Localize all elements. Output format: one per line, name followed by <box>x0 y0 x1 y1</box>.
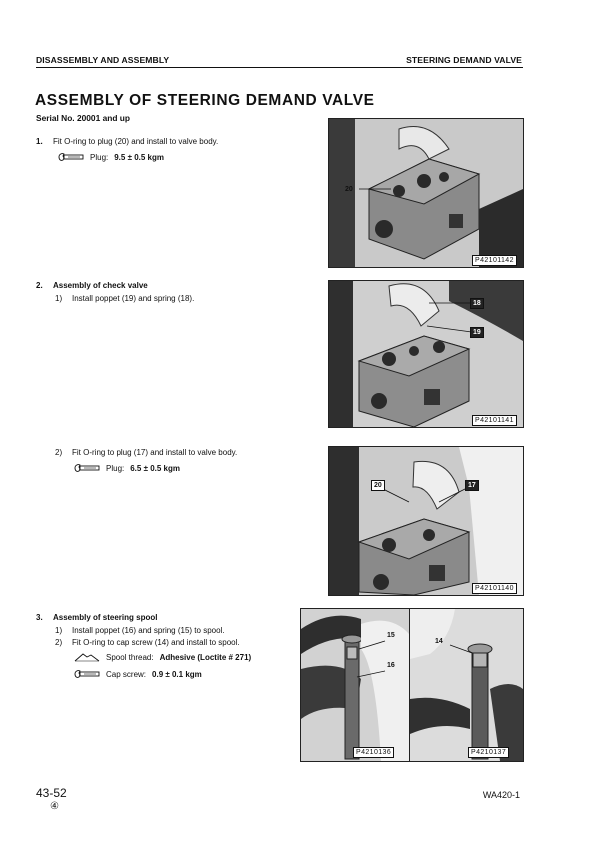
photo1-id: P42101142 <box>472 255 517 266</box>
photo2-callout-18: 18 <box>470 298 484 309</box>
photo3-id: P42101140 <box>472 583 517 594</box>
photo-check-valve <box>328 280 524 428</box>
torque-wrench-icon <box>74 669 100 679</box>
step2-torque-spec <box>74 463 180 473</box>
step3-sub2-number: 2) <box>55 638 63 647</box>
photo-valve-plug <box>328 118 524 268</box>
torque-wrench-icon <box>74 463 100 473</box>
step1-number: 1. <box>36 137 43 146</box>
step3-sub2-text: Fit O-ring to cap screw (14) and install to spool. <box>72 638 240 647</box>
photo2-callout-19: 19 <box>470 327 484 338</box>
step3-torque-spec <box>74 669 202 679</box>
adhesive-value: Adhesive (Loctite # 271) <box>159 652 252 662</box>
valve-body-photo-illustration <box>329 119 523 267</box>
step2-sub2-text: Fit O-ring to plug (17) and install to valve body. <box>72 448 238 457</box>
spec-value: 0.9 ± 0.1 kgm <box>152 669 202 679</box>
step1-text: Fit O-ring to plug (20) and install to valve body. <box>53 137 219 146</box>
plug-install-photo-illustration <box>329 447 523 595</box>
photo2-id: P42101141 <box>472 415 517 426</box>
photo3-callout-20: 20 <box>371 480 385 491</box>
step2-sub1-text: Install poppet (19) and spring (18). <box>72 294 195 303</box>
spec-value: 9.5 ± 0.5 kgm <box>114 152 164 162</box>
photo4-id: P4210136 <box>353 747 394 758</box>
step1-torque-spec <box>58 152 164 162</box>
photo5-id: P4210137 <box>468 747 509 758</box>
step3-adhesive-spec <box>74 652 251 662</box>
step2-number: 2. <box>36 281 43 290</box>
spec-value: 6.5 ± 0.5 kgm <box>130 463 180 473</box>
check-valve-photo-illustration <box>329 281 523 427</box>
photo5-callout-14: 14 <box>435 638 443 645</box>
step3-title: Assembly of steering spool <box>53 613 158 622</box>
step2-sub2-number: 2) <box>55 448 63 457</box>
photo4-callout-15: 15 <box>387 632 395 639</box>
serial-number: Serial No. 20001 and up <box>36 113 131 123</box>
spec-label: Cap screw: <box>106 669 147 679</box>
photo3-callout-17: 17 <box>465 480 479 491</box>
spec-label: Plug: <box>90 152 109 162</box>
revision-mark: ④ <box>50 801 59 812</box>
step2-title: Assembly of check valve <box>53 281 148 290</box>
model-number: WA420-1 <box>482 790 520 800</box>
header-divider <box>36 67 523 68</box>
section-header: DISASSEMBLY AND ASSEMBLY <box>36 55 170 65</box>
photo-spool-right <box>409 608 524 762</box>
page-title: ASSEMBLY OF STEERING DEMAND VALVE <box>35 92 375 109</box>
adhesive-label: Spool thread: <box>106 652 154 662</box>
spec-label: Plug: <box>106 463 125 473</box>
step3-sub1-number: 1) <box>55 626 63 635</box>
page-number: 43-52 <box>36 786 67 800</box>
adhesive-icon <box>74 652 100 662</box>
topic-header: STEERING DEMAND VALVE <box>406 55 522 65</box>
photo1-callout-20: 20 <box>345 186 353 193</box>
photo4-callout-16: 16 <box>387 662 395 669</box>
step3-sub1-text: Install poppet (16) and spring (15) to spool. <box>72 626 225 635</box>
torque-wrench-icon <box>58 152 84 162</box>
step3-number: 3. <box>36 613 43 622</box>
spool-capscrew-photo-illustration <box>410 609 523 761</box>
photo-plug-17 <box>328 446 524 596</box>
step2-sub1-number: 1) <box>55 294 63 303</box>
